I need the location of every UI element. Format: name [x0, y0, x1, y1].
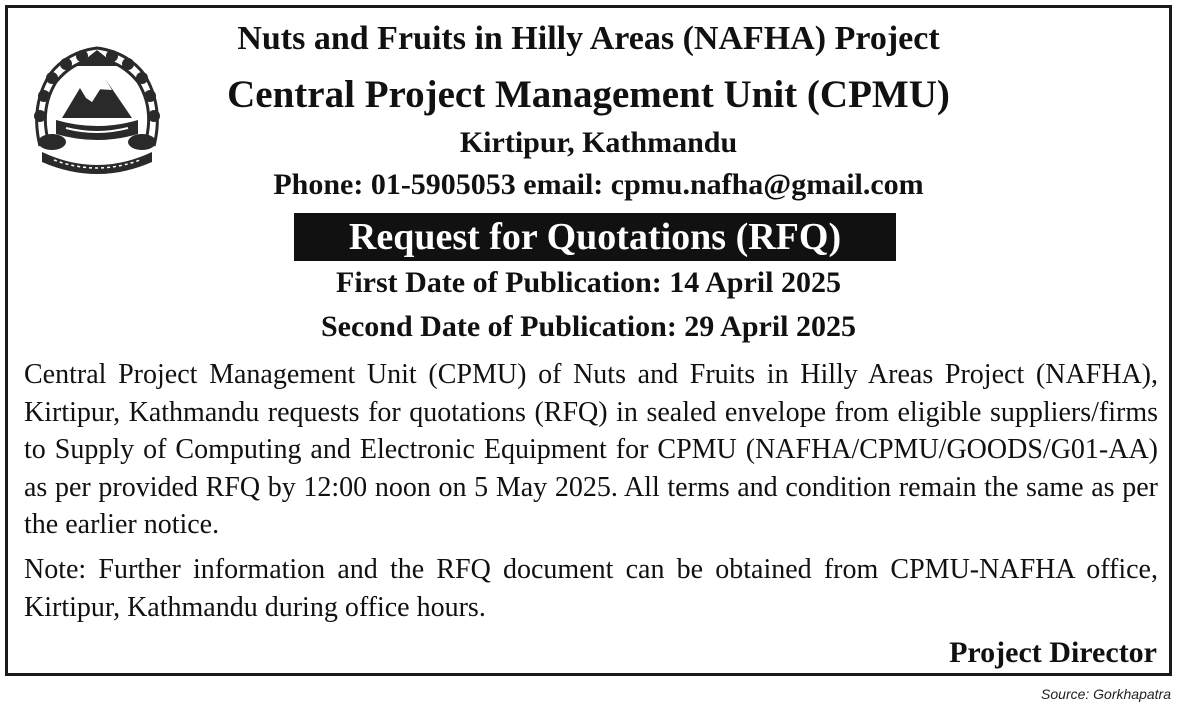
source-credit: Source: Gorkhapatra: [1041, 686, 1171, 702]
first-publication-date: First Date of Publication: 14 April 2025: [336, 266, 841, 299]
notice-note-paragraph: Note: Further information and the RFQ document can be obtained from CPMU-NAFHA office, Kirtipur, Kathmandu during office hours.: [24, 554, 1158, 623]
office-address: Kirtipur, Kathmandu: [459, 126, 738, 159]
organization-name: Nuts and Fruits in Hilly Areas (NAFHA) Project: [237, 20, 940, 57]
notice-body-paragraph: Central Project Management Unit (CPMU) of Nuts and Fruits in Hilly Areas Project (NAFHA), Kirtipur, Kathmandu requests for quotations (RFQ) in sealed envelope from eligible suppliers/firms to Supply of Computing and Electronic Equipment for CPMU (NAFHA/CPMU/GOODS/G01-AA) as per provided RFQ by 12:00 noon on 5 May 2025. All terms and condition remain the same as per the earlier notice.: [24, 359, 1158, 540]
notice-frame: [5, 5, 1172, 676]
contact-line: Phone: 01-5905053 email: cpmu.nafha@gmail.com: [273, 168, 924, 201]
signatory: Project Director: [949, 636, 1157, 669]
unit-name: Central Project Management Unit (CPMU): [227, 73, 950, 116]
rfq-title-banner: Request for Quotations (RFQ): [294, 213, 896, 261]
second-publication-date: Second Date of Publication: 29 April 2025: [320, 310, 856, 343]
